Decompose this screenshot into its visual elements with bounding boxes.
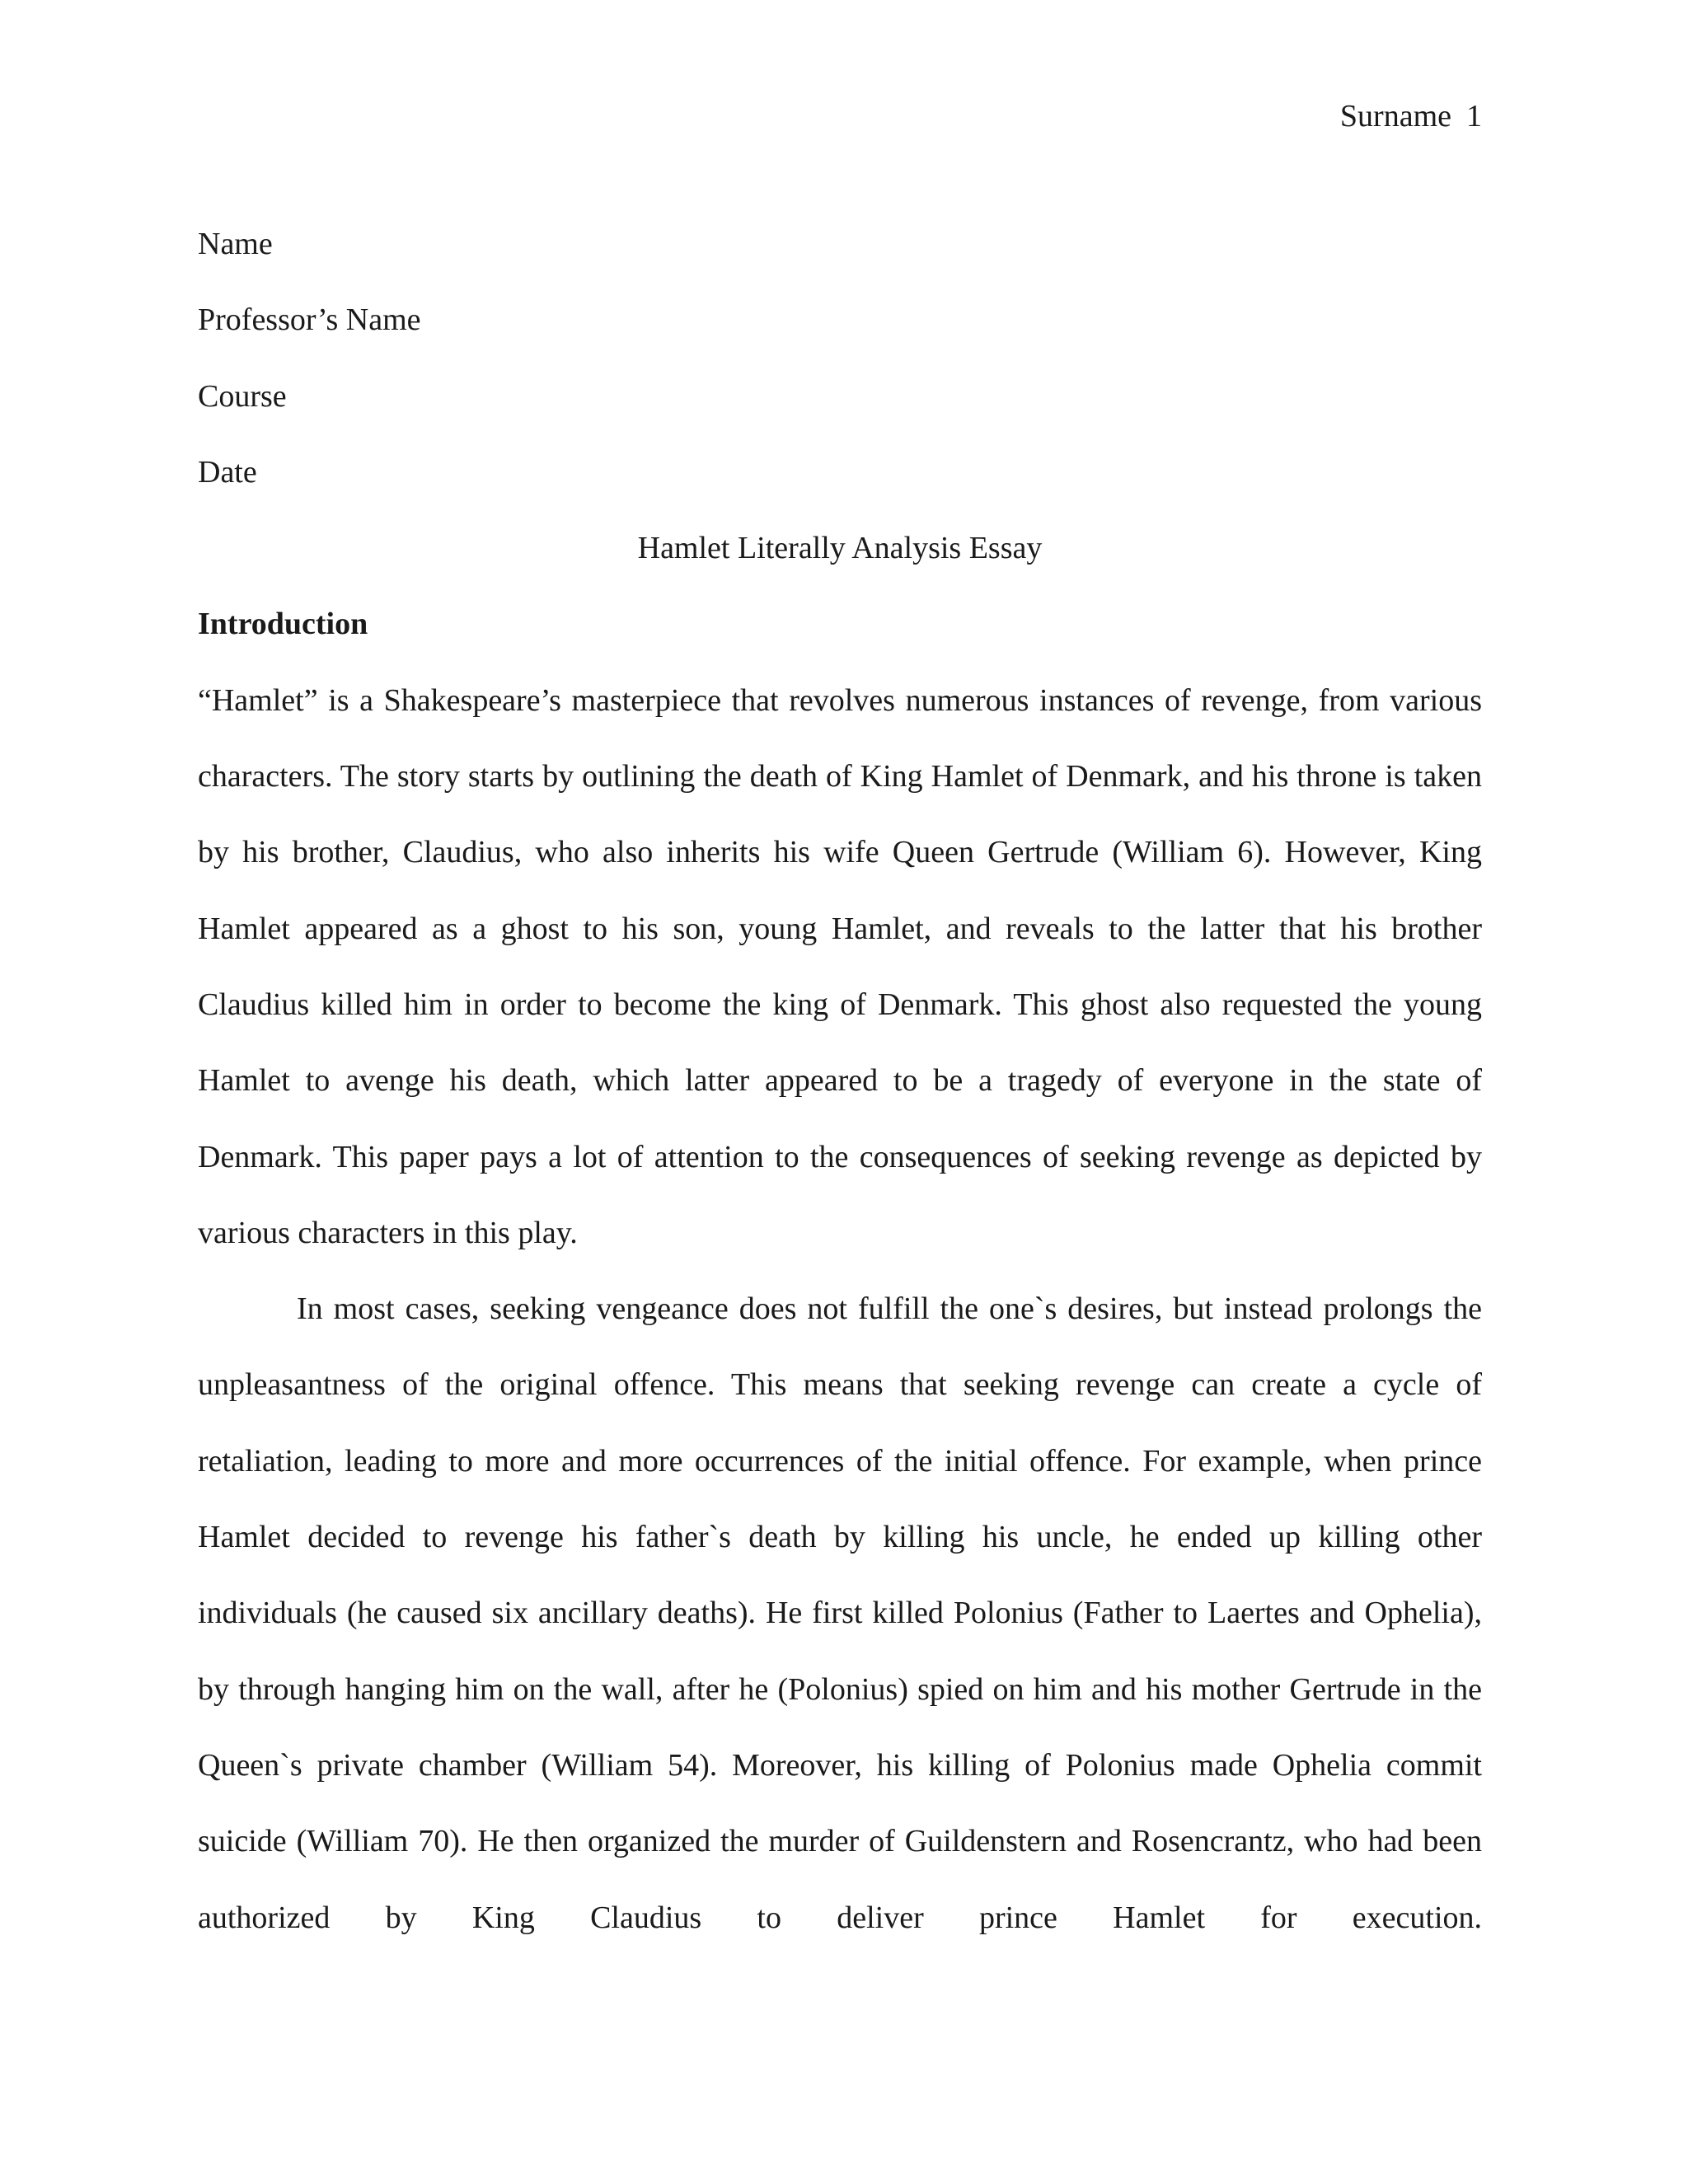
date-line: Date (198, 454, 257, 490)
professor-name: Professor’s Name (198, 302, 421, 338)
section-heading-introduction: Introduction (198, 607, 368, 642)
essay-title: Hamlet Literally Analysis Essay (637, 531, 1043, 566)
header-page-number: 1 (1466, 99, 1482, 134)
paragraph-body: In most cases, seeking vengeance does not fulfill the one`s desires, but instead prolongs the unpleasantness of the original offence. This means that seeking revenge can create a cycle of retaliation, leading to more and more occurrences of the initial offence. For example, when prince Hamlet decided to revenge his father`s death by killing his uncle, he ended up killing other individuals (he caused six ancillary deaths). He first killed Polonius (Father to Laertes and Ophelia), by through hanging him on the wall, after he (Polonius) spied on him and his mother Gertrude in the Queen`s private chamber (William 54). Moreover, his killing of Polonius made Ophelia commit suicide (William 70). He then organized the murder of Guildenstern and Rosencrantz, who had been authorized by King Claudius to deliver prince Hamlet for execution. (198, 1291, 1482, 1935)
student-name: Name (198, 227, 273, 261)
document-body (198, 206, 1482, 1956)
course-name: Course (198, 378, 287, 414)
running-header (1340, 97, 1482, 135)
paragraph-introduction: “Hamlet” is a Shakespeare’s masterpiece that revolves numerous instances of revenge, from various characters. The story starts by outlining the death of King Hamlet of Denmark, and his throne is taken by his brother, Claudius, who also inherits his wife Queen Gertrude (William 6). However, King Hamlet appeared as a ghost to his son, young Hamlet, and reveals to the latter that his brother Claudius killed him in order to become the king of Denmark. This ghost also requested the young Hamlet to avenge his death, which latter appeared to be a tragedy of everyone in the state of Denmark. This paper pays a lot of attention to the consequences of seeking revenge as depicted by various characters in this play. (198, 682, 1482, 1250)
header-surname: Surname (1339, 99, 1451, 134)
